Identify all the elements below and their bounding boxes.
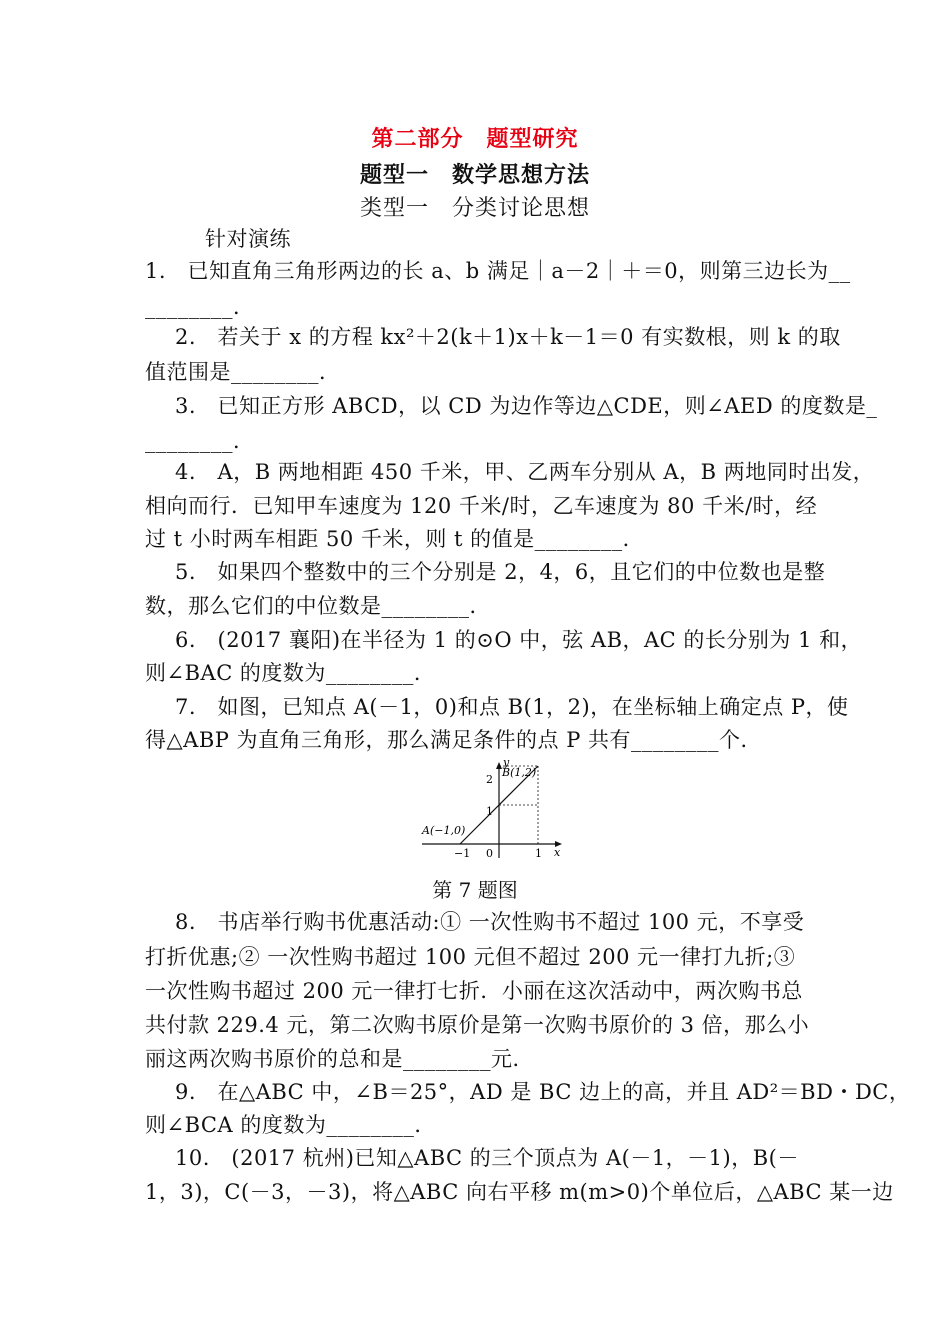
question-line: 值范围是________． — [145, 360, 341, 384]
question-line: 打折优惠;② 一次性购书超过 100 元但不超过 200 元一律打九折;③ — [145, 945, 796, 969]
question-line: 相向而行．已知甲车速度为 120 千米/时，乙车速度为 80 千米/时，经 — [145, 494, 818, 518]
question-line: 7. 如图，已知点 A(－1，0)和点 B(1，2)，在坐标轴上确定点 P，使 — [175, 695, 849, 719]
question-line: ________． — [145, 429, 255, 453]
y-label: y — [503, 758, 510, 769]
question-line: 1. 已知直角三角形两边的长 a、b 满足｜a－2｜＋＝0，则第三边长为__ — [145, 259, 851, 283]
question-line: 1，3)，C(－3，－3)，将△ABC 向右平移 m(m>0)个单位后，△ABC 某一边 — [145, 1180, 894, 1204]
question-line: 则∠BAC 的度数为________． — [145, 661, 436, 685]
tick-label: 0 — [486, 847, 493, 860]
question-line: 一次性购书超过 200 元一律打七折．小丽在这次活动中，两次购书总 — [145, 979, 803, 1003]
question-line: 10. (2017 杭州)已知△ABC 的三个顶点为 A(－1，－1)，B(－ — [175, 1146, 799, 1170]
tick-label: −1 — [454, 847, 471, 860]
question-line: 丽这两次购书原价的总和是________元． — [145, 1047, 534, 1071]
part-title: 第二部分 题型研究 — [371, 126, 579, 152]
question-line: 数，那么它们的中位数是________． — [145, 594, 491, 618]
tick-label: 1 — [535, 847, 542, 860]
x-label: x — [554, 846, 561, 859]
tick-label: 1 — [486, 805, 493, 818]
question-line: 5. 如果四个整数中的三个分别是 2，4，6，且它们的中位数也是整 — [175, 560, 826, 584]
question-line: 4. A，B 两地相距 450 千米，甲、乙两车分别从 A，B 两地同时出发， — [175, 460, 875, 484]
question-line: 2. 若关于 x 的方程 kx²＋2(k＋1)x＋k－1＝0 有实数根，则 k 的取 — [175, 325, 841, 349]
question-line: 3. 已知正方形 ABCD，以 CD 为边作等边△CDE，则∠AED 的度数是_ — [175, 394, 878, 418]
sub-title: 类型一 分类讨论思想 — [359, 196, 590, 221]
point-a-label: A(−1,0) — [422, 824, 466, 837]
tick-label: 2 — [486, 773, 493, 786]
question-line: 8. 书店举行购书优惠活动:① 一次性购书不超过 100 元，不享受 — [175, 910, 805, 934]
question-line: 9. 在△ABC 中，∠B＝25°，AD 是 BC 边上的高，并且 AD²＝BD・DC， — [175, 1080, 911, 1104]
question-line: 共付款 229.4 元，第二次购书原价是第一次购书原价的 3 倍，那么小 — [145, 1013, 810, 1037]
point-b-label: B(1,2) — [502, 766, 537, 779]
question-line: ________． — [145, 295, 255, 319]
type-title: 题型一 数学思想方法 — [359, 162, 590, 188]
question-line: 则∠BCA 的度数为________． — [145, 1113, 436, 1137]
question-line: 得△ABP 为直角三角形，那么满足条件的点 P 共有________个． — [145, 728, 763, 752]
section-label: 针对演练 — [205, 227, 291, 251]
coordinate-figure — [410, 758, 570, 866]
question-line: 过 t 小时两车相距 50 千米，则 t 的值是________． — [145, 527, 645, 551]
question-line: 6. (2017 襄阳)在半径为 1 的⊙O 中，弦 AB，AC 的长分别为 1 和， — [175, 628, 863, 652]
figure-caption: 第 7 题图 — [432, 878, 518, 902]
